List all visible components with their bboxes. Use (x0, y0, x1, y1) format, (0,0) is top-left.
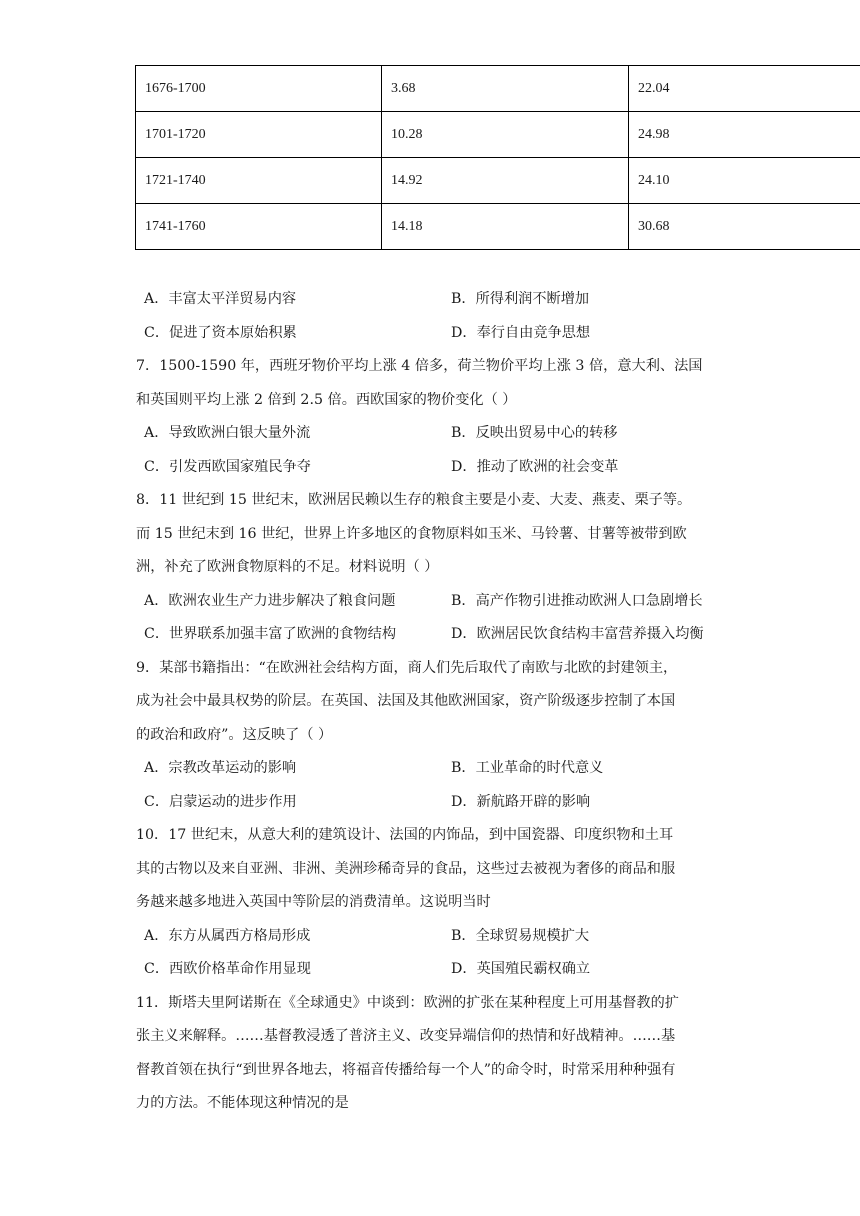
q8-option-c[interactable]: C．世界联系加强丰富了欧洲的食物结构 (144, 626, 397, 642)
q7-option-d[interactable]: D．推动了欧洲的社会变革 (451, 458, 619, 475)
q11-stem-line: 力的方法。不能体现这种情况的是 (136, 1095, 349, 1111)
q8-option-a[interactable]: A．欧洲农业生产力进步解决了粮食问题 (144, 592, 396, 609)
table-row (136, 112, 860, 158)
q10-options-row-2 (136, 953, 860, 987)
q8-stem-line: 洲，补充了欧洲食物原料的不足。材料说明（ ） (136, 559, 439, 575)
table-cell: 30.68 (629, 204, 860, 250)
q10-option-a[interactable]: A．东方从属西方格局形成 (144, 927, 311, 944)
table-cell: 1701-1720 (136, 112, 382, 158)
q8-stem-line: 8．11 世纪到 15 世纪末，欧洲居民赖以生存的粮食主要是小麦、大麦、燕麦、栗子等。 (136, 492, 692, 508)
table-cell: 1721-1740 (136, 158, 382, 204)
q9-stem-line: 的政治和政府”。这反映了（ ） (136, 726, 333, 743)
table-cell: 3.68 (382, 66, 629, 112)
q9-option-a[interactable]: A．宗教改革运动的影响 (144, 760, 297, 776)
q8-options-row-1 (136, 585, 860, 619)
table-cell: 14.92 (382, 158, 629, 204)
q6-option-d[interactable]: D．奉行自由竞争思想 (451, 324, 591, 341)
q7-stem-line: 7．1500-1590 年，西班牙物价平均上涨 4 倍多，荷兰物价平均上涨 3 倍，意大利、法国 (136, 358, 703, 374)
q7-option-a[interactable]: A．导致欧洲白银大量外流 (144, 425, 311, 441)
table-cell: 22.04 (629, 66, 860, 112)
q7-options-row-2 (136, 451, 860, 485)
q6-option-b[interactable]: B．所得利润不断增加 (451, 291, 590, 307)
q7-option-b[interactable]: B．反映出贸易中心的转移 (451, 425, 618, 441)
q6-options-row-2 (136, 317, 860, 351)
q10-option-c[interactable]: C．西欧价格革命作用显现 (144, 961, 311, 977)
q10-stem-line: 务越来越多地进入英国中等阶层的消费清单。这说明当时 (136, 894, 491, 910)
q11-stem-line: 张主义来解释。……基督教浸透了普济主义、改变异端信仰的热情和好战精神。……基 (136, 1028, 676, 1044)
q6-options-row-1 (136, 283, 860, 317)
q8-options-row-2 (136, 618, 860, 652)
q7-options-row-1 (136, 417, 860, 451)
q10-stem-line: 10．17 世纪末，从意大利的建筑设计、法国的内饰品，到中国瓷器、印度织物和土耳 (136, 827, 674, 843)
table-row (136, 158, 860, 204)
q11-stem-line: 督教首领在执行“到世界各地去，将福音传播给每一个人”的命令时，时常采用种种强有 (136, 1061, 676, 1078)
q9-stem-line: 9．某部书籍指出：“在欧洲社会结构方面，商人们先后取代了南欧与北欧的封建领主， (136, 659, 678, 676)
q10-stem-line: 其的古物以及来自亚洲、非洲、美洲珍稀奇异的食品，这些过去被视为奢侈的商品和服 (136, 860, 676, 877)
q9-options-row-1 (136, 752, 860, 786)
q9-options-row-2 (136, 786, 860, 820)
q9-stem-line: 成为社会中最具权势的阶层。在英国、法国及其他欧洲国家，资产阶级逐步控制了本国 (136, 693, 676, 709)
q7-option-c[interactable]: C．引发西欧国家殖民争夺 (144, 458, 311, 475)
table-cell: 24.98 (629, 112, 860, 158)
q9-option-c[interactable]: C．启蒙运动的进步作用 (144, 793, 297, 810)
q9-option-b[interactable]: B．工业革命的时代意义 (451, 760, 604, 776)
table-row (136, 66, 860, 112)
q8-stem-line: 而 15 世纪末到 16 世纪，世界上许多地区的食物原料如玉米、马铃薯、甘薯等被带到欧 (136, 525, 687, 542)
q11-stem-line: 11．斯塔夫里阿诺斯在《全球通史》中谈到：欧洲的扩张在某种程度上可用基督教的扩 (136, 994, 679, 1011)
table-cell: 1741-1760 (136, 204, 382, 250)
table-cell: 1676-1700 (136, 66, 382, 112)
q9-option-d[interactable]: D．新航路开辟的影响 (451, 793, 591, 810)
table-cell: 14.18 (382, 204, 629, 250)
q7-stem-line: 和英国则平均上涨 2 倍到 2.5 倍。西欧国家的物价变化（ ） (136, 391, 517, 408)
table-row (136, 204, 860, 250)
q8-option-d[interactable]: D．欧洲居民饮食结构丰富营养摄入均衡 (451, 626, 704, 642)
data-table (135, 65, 860, 250)
table-cell: 10.28 (382, 112, 629, 158)
q6-option-c[interactable]: C．促进了资本原始积累 (144, 324, 297, 341)
q10-options-row-1 (136, 920, 860, 954)
q6-option-a[interactable]: A．丰富太平洋贸易内容 (144, 291, 297, 307)
questions (136, 283, 860, 1121)
table-cell: 24.10 (629, 158, 860, 204)
q10-option-b[interactable]: B．全球贸易规模扩大 (451, 927, 590, 944)
q8-option-b[interactable]: B．高产作物引进推动欧洲人口急剧增长 (451, 592, 703, 609)
q10-option-d[interactable]: D．英国殖民霸权确立 (451, 961, 591, 977)
